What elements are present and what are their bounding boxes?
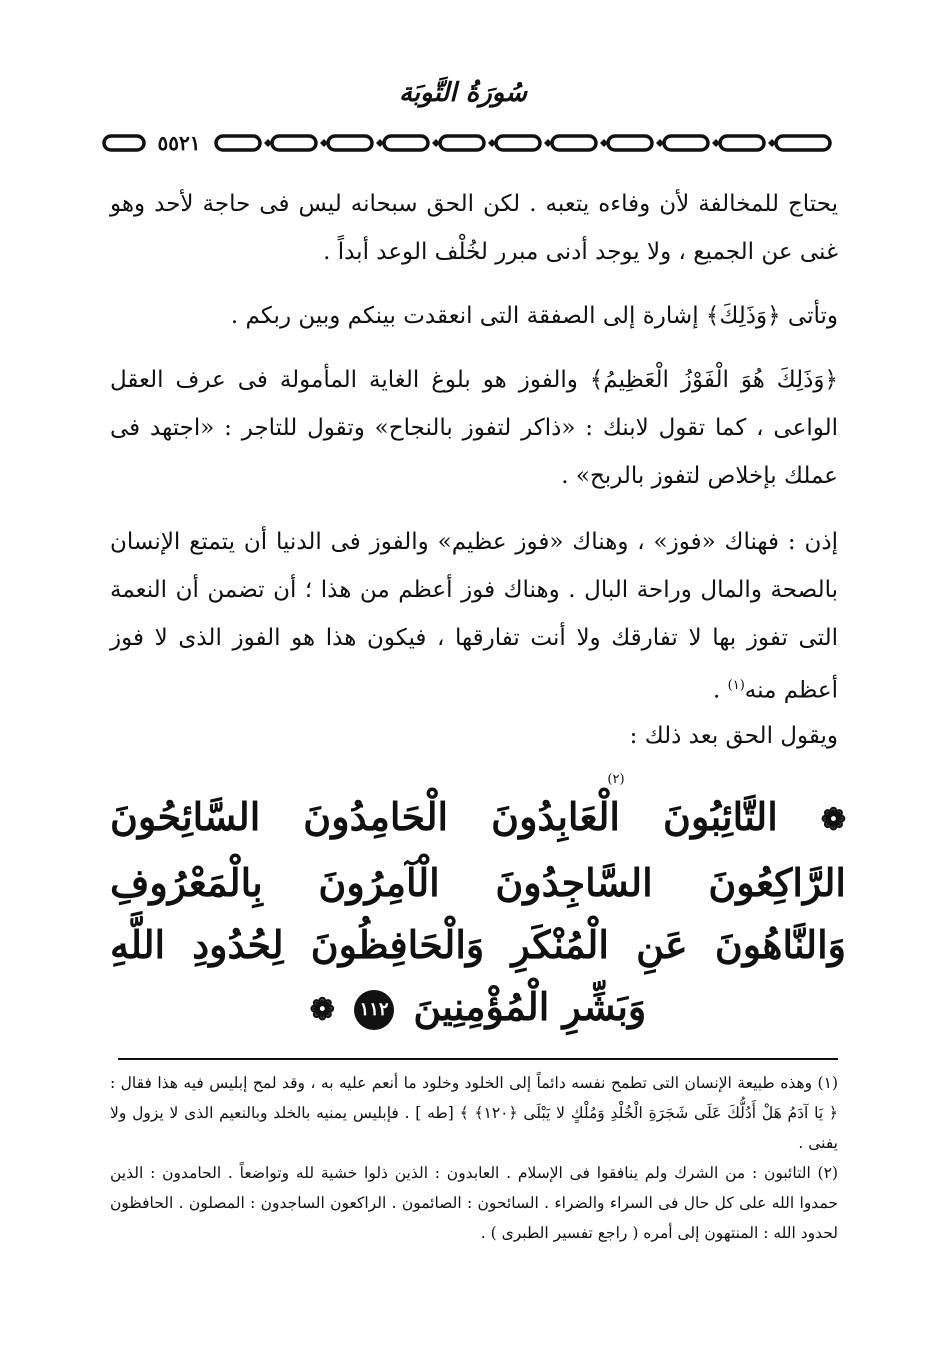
paragraph-2: وتأتى ﴿وَذَلِكَ﴾ إشارة إلى الصفقة التى انعقدت بينكم وبين ربكم . (230, 303, 838, 329)
footnote-marker-1: (١) (727, 678, 745, 693)
surah-title: سُورَةُ التَّوبَة (398, 78, 528, 108)
verse-close-ornament-icon: ❁ (309, 992, 335, 1027)
ayah-number-badge: ١١٢ (354, 990, 394, 1030)
paragraph-4 (110, 518, 838, 715)
paragraph-1: يحتاج للمخالفة لأن وفاءه يتعبه . لكن الحق سبحانه ليس فى حاجة لأحد وهو غنى عن الجميع ، ولا يوجد أدنى مبرر لخُلْف الوعد أبداً . (110, 191, 838, 265)
footnotes (110, 1068, 838, 1248)
paragraph-3: ﴿وَذَلِكَ هُوَ الْفَوْزُ الْعَظِيمُ﴾ والفوز هو بلوغ الغاية المأمولة فى عرف العقل الواعى ، كما تقول لابنك : «ذاكر لتفوز بالنجاح» وتقول للتاجر : «اجتهد فى عملك بإخلاص لتفوز بالربح» . (110, 367, 838, 489)
verse-open-ornament-icon: ❁ (820, 802, 846, 838)
quran-verse (110, 786, 846, 1041)
page-number: ٥٥٢١ (148, 128, 210, 158)
verse-text: التَّائِبُونَ الْعَابِدُونَ الْحَامِدُونَ السَّائِحُونَ الرَّاكِعُونَ السَّاجِدُونَ الْآمِرُونَ بِالْمَعْرُوفِ وَالنَّاهُونَ عَنِ الْمُنْكَرِ وَالْحَافِظُونَ لِحُدُودِ اللَّهِ وَبَشِّرِ الْمُؤْمِنِينَ (110, 794, 846, 1029)
header-ornament-border (100, 128, 836, 158)
paragraph-4-end: . (713, 677, 728, 704)
paragraph-5: ويقول الحق بعد ذلك : (629, 723, 838, 749)
footnote-1: (١) وهذه طبيعة الإنسان التى تطمح نفسه دائماً إلى الخلود وخلود ما أنعم عليه به ، وقد لمح إبليس فيه هذا فقال : ﴿ يَا آدَمُ هَلْ أَدُلُّكَ عَلَى شَجَرَةِ الْخُلْدِ وَمُلْكٍ لا يَبْلَى ﴿١٢٠﴾ ﴾ [طه ] . فإبليس يمنيه بالخلد وبالنعيم الذى لا يزول ولا يفنى . (110, 1074, 838, 1152)
footnote-divider (118, 1058, 838, 1060)
paragraph-4-text: إذن : فهناك «فوز» ، وهناك «فوز عظيم» والفوز فى الدنيا أن يتمتع الإنسان بالصحة والمال وراحة البال . وهناك فوز أعظم من هذا ؛ أن تضمن أن النعمة التى تفوز بها لا تفارقك ولا أنت تفارقها ، فيكون هذا هو الفوز الذى لا فوز أعظم منه (110, 529, 838, 704)
footnote-2: (٢) التائبون : من الشرك ولم ينافقوا فى الإسلام . العابدون : الذين ذلوا خشية لله وتواضعاً . الحامدون : الذين حمدوا الله على كل حال فى السراء والضراء . السائحون : الصائمون . الراكعون الساجدون : المصلون . الحافظون لحدود الله : المنتهون إلى أمره ( راجع تفسير الطبرى ) . (110, 1164, 838, 1242)
footnote-marker-2: (٢) (607, 772, 625, 787)
